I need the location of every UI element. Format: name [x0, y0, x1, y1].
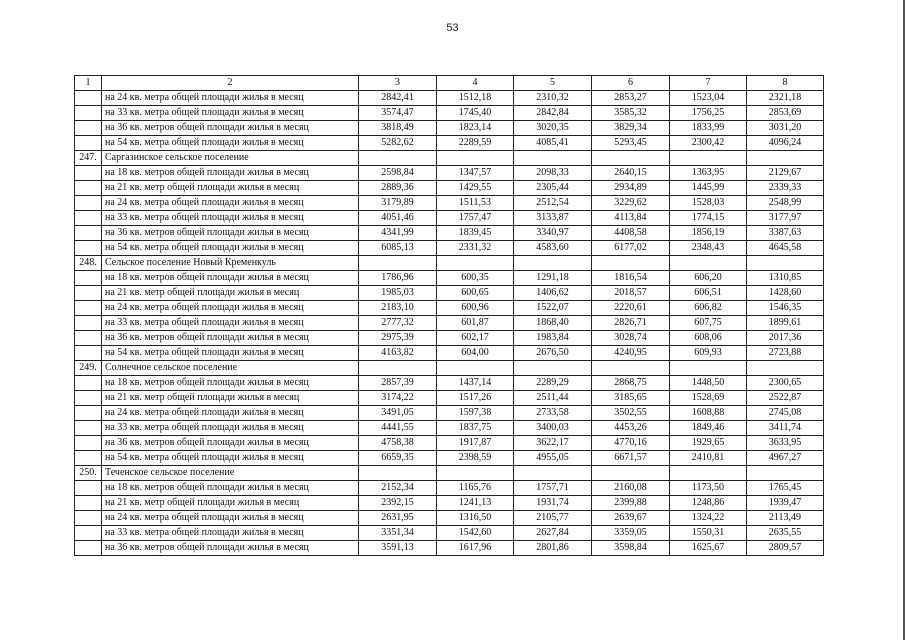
value-cell: 2975,39 [359, 331, 437, 346]
value-cell: 5293,45 [592, 136, 670, 151]
table-row [75, 136, 824, 151]
value-cell: 1429,55 [437, 181, 514, 196]
row-number-cell [75, 391, 102, 406]
description-cell: на 54 кв. метра общей площади жилья в месяц [102, 241, 359, 256]
value-cell: 2113,49 [747, 511, 824, 526]
column-header: 4 [437, 76, 514, 91]
table-row [75, 226, 824, 241]
description-cell: на 18 кв. метров общей площади жилья в месяц [102, 481, 359, 496]
row-number-cell [75, 511, 102, 526]
table-row [75, 541, 824, 556]
value-cell: 606,82 [670, 301, 747, 316]
value-cell [514, 256, 592, 271]
row-number-cell [75, 121, 102, 136]
table-row [75, 271, 824, 286]
value-cell: 1823,14 [437, 121, 514, 136]
value-cell [592, 151, 670, 166]
value-cell: 4645,58 [747, 241, 824, 256]
value-cell: 3229,62 [592, 196, 670, 211]
row-number-cell [75, 436, 102, 451]
row-number-cell [75, 406, 102, 421]
value-cell: 2129,67 [747, 166, 824, 181]
value-cell: 1550,31 [670, 526, 747, 541]
value-cell [592, 361, 670, 376]
row-number-cell [75, 331, 102, 346]
header-row [75, 76, 824, 91]
value-cell: 2511,44 [514, 391, 592, 406]
value-cell: 1512,18 [437, 91, 514, 106]
value-cell: 600,35 [437, 271, 514, 286]
value-cell: 2348,43 [670, 241, 747, 256]
value-cell: 3818,49 [359, 121, 437, 136]
table-row [75, 301, 824, 316]
value-cell: 1316,50 [437, 511, 514, 526]
value-cell [437, 361, 514, 376]
value-cell: 2777,32 [359, 316, 437, 331]
value-cell: 2853,69 [747, 106, 824, 121]
value-cell [437, 151, 514, 166]
value-cell: 606,20 [670, 271, 747, 286]
settlement-name-cell: Солнечное сельское поселение [102, 361, 359, 376]
value-cell: 1983,84 [514, 331, 592, 346]
description-cell: на 18 кв. метров общей площади жилья в месяц [102, 271, 359, 286]
column-header: 2 [102, 76, 359, 91]
value-cell: 4408,58 [592, 226, 670, 241]
value-cell: 2331,32 [437, 241, 514, 256]
description-cell: на 33 кв. метра общей площади жилья в месяц [102, 316, 359, 331]
value-cell [670, 151, 747, 166]
description-cell: на 54 кв. метра общей площади жилья в месяц [102, 136, 359, 151]
row-number-cell [75, 91, 102, 106]
settlement-name-cell: Теченское сельское поселение [102, 466, 359, 481]
value-cell: 2321,18 [747, 91, 824, 106]
description-cell: на 33 кв. метра общей площади жилья в месяц [102, 421, 359, 436]
section-row [75, 361, 824, 376]
value-cell: 1248,86 [670, 496, 747, 511]
value-cell: 2598,84 [359, 166, 437, 181]
table-row [75, 316, 824, 331]
value-cell: 2305,44 [514, 181, 592, 196]
value-cell: 1849,46 [670, 421, 747, 436]
value-cell: 2842,41 [359, 91, 437, 106]
value-cell: 2310,32 [514, 91, 592, 106]
description-cell: на 18 кв. метров общей площади жилья в месяц [102, 166, 359, 181]
description-cell: на 33 кв. метра общей площади жилья в месяц [102, 211, 359, 226]
value-cell: 1625,67 [670, 541, 747, 556]
row-number-cell [75, 526, 102, 541]
row-number-cell [75, 241, 102, 256]
value-cell: 609,93 [670, 346, 747, 361]
value-cell: 1608,88 [670, 406, 747, 421]
value-cell: 2723,88 [747, 346, 824, 361]
value-cell [592, 466, 670, 481]
value-cell: 2889,36 [359, 181, 437, 196]
column-header: 7 [670, 76, 747, 91]
value-cell: 2548,99 [747, 196, 824, 211]
value-cell [437, 466, 514, 481]
row-number-cell [75, 136, 102, 151]
value-cell: 2857,39 [359, 376, 437, 391]
value-cell [747, 466, 824, 481]
value-cell: 4967,27 [747, 451, 824, 466]
value-cell: 2398,59 [437, 451, 514, 466]
row-number-cell [75, 211, 102, 226]
value-cell: 6177,02 [592, 241, 670, 256]
value-cell: 606,51 [670, 286, 747, 301]
value-cell: 2410,81 [670, 451, 747, 466]
value-cell: 2853,27 [592, 91, 670, 106]
description-cell: на 24 кв. метра общей площади жилья в месяц [102, 301, 359, 316]
value-cell: 3387,63 [747, 226, 824, 241]
table-row [75, 406, 824, 421]
value-cell: 1363,95 [670, 166, 747, 181]
value-cell: 602,17 [437, 331, 514, 346]
value-cell: 3400,03 [514, 421, 592, 436]
value-cell: 4583,60 [514, 241, 592, 256]
value-cell: 1448,50 [670, 376, 747, 391]
value-cell: 4240,95 [592, 346, 670, 361]
table-row [75, 376, 824, 391]
value-cell: 3411,74 [747, 421, 824, 436]
table-row [75, 526, 824, 541]
table-row [75, 481, 824, 496]
value-cell: 600,96 [437, 301, 514, 316]
value-cell: 3133,87 [514, 211, 592, 226]
value-cell: 2399,88 [592, 496, 670, 511]
value-cell: 3359,05 [592, 526, 670, 541]
value-cell: 2098,33 [514, 166, 592, 181]
value-cell: 2639,67 [592, 511, 670, 526]
value-cell [747, 256, 824, 271]
description-cell: на 21 кв. метр общей площади жилья в месяц [102, 391, 359, 406]
description-cell: на 21 кв. метр общей площади жилья в месяц [102, 286, 359, 301]
value-cell: 4163,82 [359, 346, 437, 361]
value-cell: 6085,13 [359, 241, 437, 256]
value-cell [359, 361, 437, 376]
value-cell: 3028,74 [592, 331, 670, 346]
value-cell: 2512,54 [514, 196, 592, 211]
tariff-table [74, 75, 824, 556]
row-number-cell [75, 451, 102, 466]
value-cell: 3185,65 [592, 391, 670, 406]
value-cell: 1756,25 [670, 106, 747, 121]
value-cell: 3633,95 [747, 436, 824, 451]
value-cell: 3351,34 [359, 526, 437, 541]
value-cell: 601,87 [437, 316, 514, 331]
value-cell: 3598,84 [592, 541, 670, 556]
section-row [75, 256, 824, 271]
description-cell: на 24 кв. метра общей площади жилья в месяц [102, 91, 359, 106]
value-cell: 1523,04 [670, 91, 747, 106]
table-row [75, 91, 824, 106]
row-number-cell: 248. [75, 256, 102, 271]
value-cell: 2183,10 [359, 301, 437, 316]
value-cell: 3591,13 [359, 541, 437, 556]
value-cell: 3829,34 [592, 121, 670, 136]
table-row [75, 391, 824, 406]
value-cell: 2809,57 [747, 541, 824, 556]
value-cell: 2105,77 [514, 511, 592, 526]
value-cell: 2522,87 [747, 391, 824, 406]
value-cell: 1597,38 [437, 406, 514, 421]
value-cell: 1310,85 [747, 271, 824, 286]
value-cell [670, 361, 747, 376]
row-number-cell [75, 376, 102, 391]
value-cell: 4770,16 [592, 436, 670, 451]
description-cell: на 54 кв. метра общей площади жилья в месяц [102, 451, 359, 466]
value-cell [670, 256, 747, 271]
settlement-name-cell: Сельское поселение Новый Кременкуль [102, 256, 359, 271]
value-cell: 3174,22 [359, 391, 437, 406]
column-header: 8 [747, 76, 824, 91]
row-number-cell [75, 541, 102, 556]
value-cell: 1428,60 [747, 286, 824, 301]
description-cell: на 54 кв. метра общей площади жилья в месяц [102, 346, 359, 361]
table-row [75, 121, 824, 136]
value-cell: 604,00 [437, 346, 514, 361]
value-cell [592, 256, 670, 271]
description-cell: на 33 кв. метра общей площади жилья в месяц [102, 106, 359, 121]
value-cell: 3491,05 [359, 406, 437, 421]
table-row [75, 166, 824, 181]
value-cell: 3585,32 [592, 106, 670, 121]
description-cell: на 33 кв. метра общей площади жилья в месяц [102, 526, 359, 541]
table-row [75, 181, 824, 196]
value-cell: 1241,13 [437, 496, 514, 511]
value-cell: 1774,15 [670, 211, 747, 226]
row-number-cell [75, 421, 102, 436]
value-cell: 1528,69 [670, 391, 747, 406]
value-cell: 1765,45 [747, 481, 824, 496]
description-cell: на 24 кв. метра общей площади жилья в месяц [102, 196, 359, 211]
value-cell: 6671,57 [592, 451, 670, 466]
value-cell [747, 151, 824, 166]
table-row [75, 436, 824, 451]
row-number-cell: 249. [75, 361, 102, 376]
value-cell: 1517,26 [437, 391, 514, 406]
value-cell: 1522,07 [514, 301, 592, 316]
table-row [75, 421, 824, 436]
row-number-cell [75, 166, 102, 181]
table-row [75, 451, 824, 466]
value-cell: 1546,35 [747, 301, 824, 316]
value-cell: 608,06 [670, 331, 747, 346]
value-cell: 3177,97 [747, 211, 824, 226]
value-cell: 2676,50 [514, 346, 592, 361]
value-cell: 1856,19 [670, 226, 747, 241]
value-cell: 2627,84 [514, 526, 592, 541]
value-cell: 4113,84 [592, 211, 670, 226]
row-number-cell [75, 271, 102, 286]
value-cell: 3031,20 [747, 121, 824, 136]
column-header: 6 [592, 76, 670, 91]
value-cell: 3179,89 [359, 196, 437, 211]
value-cell: 1173,50 [670, 481, 747, 496]
description-cell: на 36 кв. метров общей площади жилья в месяц [102, 121, 359, 136]
value-cell [514, 466, 592, 481]
table-row [75, 511, 824, 526]
value-cell: 1917,87 [437, 436, 514, 451]
description-cell: на 36 кв. метров общей площади жилья в месяц [102, 331, 359, 346]
value-cell: 2826,71 [592, 316, 670, 331]
value-cell: 1757,47 [437, 211, 514, 226]
value-cell: 1617,96 [437, 541, 514, 556]
value-cell: 1833,99 [670, 121, 747, 136]
value-cell: 1899,61 [747, 316, 824, 331]
row-number-cell [75, 316, 102, 331]
description-cell: на 24 кв. метра общей площади жилья в месяц [102, 406, 359, 421]
row-number-cell: 247. [75, 151, 102, 166]
table-row [75, 196, 824, 211]
value-cell: 2289,29 [514, 376, 592, 391]
value-cell: 2392,15 [359, 496, 437, 511]
value-cell: 1931,74 [514, 496, 592, 511]
value-cell [359, 466, 437, 481]
value-cell [359, 256, 437, 271]
description-cell: на 21 кв. метр общей площади жилья в месяц [102, 181, 359, 196]
value-cell: 2868,75 [592, 376, 670, 391]
table-row [75, 286, 824, 301]
value-cell: 1868,40 [514, 316, 592, 331]
table-body [75, 76, 824, 556]
column-header: 5 [514, 76, 592, 91]
value-cell [514, 151, 592, 166]
value-cell: 1542,60 [437, 526, 514, 541]
value-cell: 2934,89 [592, 181, 670, 196]
value-cell: 4441,55 [359, 421, 437, 436]
value-cell: 2220,61 [592, 301, 670, 316]
description-cell: на 21 кв. метр общей площади жилья в месяц [102, 496, 359, 511]
value-cell [747, 361, 824, 376]
row-number-cell [75, 301, 102, 316]
row-number-cell [75, 346, 102, 361]
value-cell: 2842,84 [514, 106, 592, 121]
value-cell: 1165,76 [437, 481, 514, 496]
value-cell: 2339,33 [747, 181, 824, 196]
row-number-cell: 250. [75, 466, 102, 481]
section-row [75, 466, 824, 481]
value-cell: 4341,99 [359, 226, 437, 241]
value-cell: 1839,45 [437, 226, 514, 241]
description-cell: на 36 кв. метров общей площади жилья в месяц [102, 226, 359, 241]
value-cell: 2289,59 [437, 136, 514, 151]
value-cell: 4096,24 [747, 136, 824, 151]
value-cell: 607,75 [670, 316, 747, 331]
table-row [75, 211, 824, 226]
settlement-name-cell: Саргазинское сельское поселение [102, 151, 359, 166]
value-cell: 4758,38 [359, 436, 437, 451]
row-number-cell [75, 286, 102, 301]
value-cell [670, 466, 747, 481]
table-row [75, 106, 824, 121]
value-cell: 5282,62 [359, 136, 437, 151]
description-cell: на 36 кв. метров общей площади жилья в месяц [102, 541, 359, 556]
value-cell: 1816,54 [592, 271, 670, 286]
value-cell: 3340,97 [514, 226, 592, 241]
row-number-cell [75, 196, 102, 211]
row-number-cell [75, 181, 102, 196]
value-cell: 3502,55 [592, 406, 670, 421]
row-number-cell [75, 496, 102, 511]
column-header: 1 [75, 76, 102, 91]
value-cell: 3020,35 [514, 121, 592, 136]
table-row [75, 241, 824, 256]
value-cell [359, 151, 437, 166]
description-cell: на 18 кв. метров общей площади жилья в месяц [102, 376, 359, 391]
value-cell: 1528,03 [670, 196, 747, 211]
value-cell: 1324,22 [670, 511, 747, 526]
value-cell: 4051,46 [359, 211, 437, 226]
value-cell: 1929,65 [670, 436, 747, 451]
value-cell: 1939,47 [747, 496, 824, 511]
value-cell: 600,65 [437, 286, 514, 301]
value-cell: 2160,08 [592, 481, 670, 496]
value-cell: 1406,62 [514, 286, 592, 301]
value-cell: 2017,36 [747, 331, 824, 346]
value-cell: 2745,08 [747, 406, 824, 421]
value-cell: 1347,57 [437, 166, 514, 181]
value-cell: 1837,75 [437, 421, 514, 436]
value-cell: 1745,40 [437, 106, 514, 121]
value-cell: 2635,55 [747, 526, 824, 541]
value-cell: 1291,18 [514, 271, 592, 286]
value-cell: 1445,99 [670, 181, 747, 196]
value-cell: 2018,57 [592, 286, 670, 301]
value-cell: 2631,95 [359, 511, 437, 526]
value-cell: 4453,26 [592, 421, 670, 436]
value-cell: 4085,41 [514, 136, 592, 151]
column-header: 3 [359, 76, 437, 91]
value-cell: 2300,42 [670, 136, 747, 151]
value-cell: 2801,86 [514, 541, 592, 556]
table-row [75, 331, 824, 346]
row-number-cell [75, 226, 102, 241]
table-row [75, 346, 824, 361]
value-cell: 1786,96 [359, 271, 437, 286]
value-cell: 1437,14 [437, 376, 514, 391]
description-cell: на 24 кв. метра общей площади жилья в месяц [102, 511, 359, 526]
value-cell: 6659,35 [359, 451, 437, 466]
value-cell: 3574,47 [359, 106, 437, 121]
value-cell [514, 361, 592, 376]
section-row [75, 151, 824, 166]
row-number-cell [75, 481, 102, 496]
value-cell [437, 256, 514, 271]
value-cell: 2300,65 [747, 376, 824, 391]
table-row [75, 496, 824, 511]
row-number-cell [75, 106, 102, 121]
page-number: 53 [446, 22, 459, 34]
value-cell: 1511,53 [437, 196, 514, 211]
value-cell: 2640,15 [592, 166, 670, 181]
value-cell: 2733,58 [514, 406, 592, 421]
description-cell: на 36 кв. метров общей площади жилья в месяц [102, 436, 359, 451]
value-cell: 4955,05 [514, 451, 592, 466]
value-cell: 2152,34 [359, 481, 437, 496]
value-cell: 1757,71 [514, 481, 592, 496]
value-cell: 3622,17 [514, 436, 592, 451]
value-cell: 1985,03 [359, 286, 437, 301]
